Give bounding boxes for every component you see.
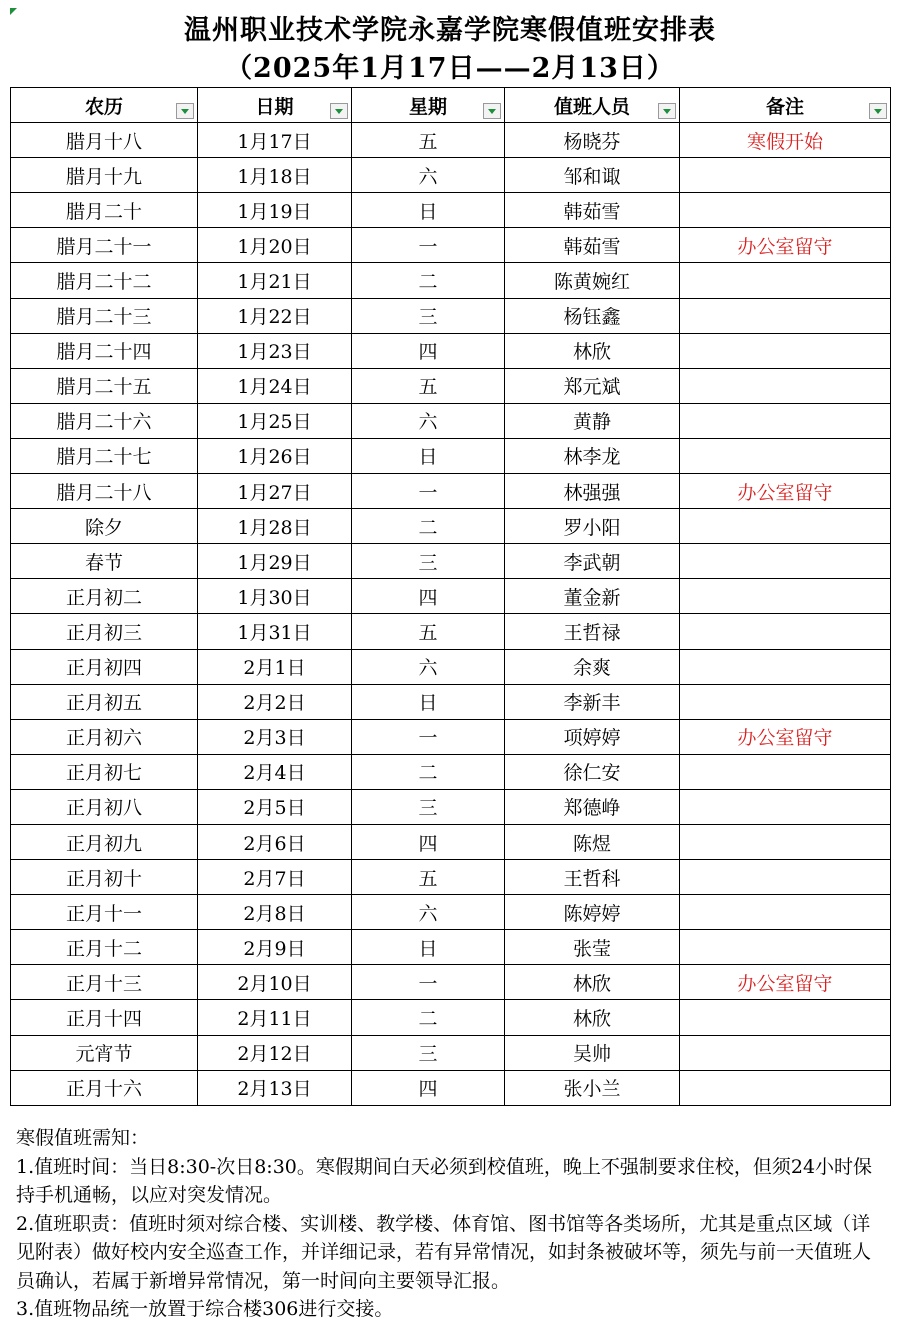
weekday-cell[interactable]: 二 [352,263,505,298]
date-cell[interactable]: 2月11日 [198,1000,352,1035]
weekday-cell[interactable]: 六 [352,895,505,930]
remark-cell[interactable] [680,860,891,895]
weekday-cell[interactable]: 五 [352,123,505,158]
weekday-cell[interactable]: 日 [352,684,505,719]
weekday-cell[interactable]: 五 [352,368,505,403]
lunar-cell[interactable]: 正月十六 [11,1070,198,1105]
table-row [11,333,891,368]
date-cell[interactable]: 2月9日 [198,930,352,965]
date-cell[interactable]: 2月10日 [198,965,352,1000]
date-cell[interactable]: 1月17日 [198,123,352,158]
duty-notes [16,1124,886,1324]
staff-cell[interactable]: 林欣 [505,1000,680,1035]
weekday-cell[interactable]: 一 [352,228,505,263]
staff-cell[interactable]: 李武朝 [505,544,680,579]
remark-cell[interactable] [680,263,891,298]
weekday-cell[interactable]: 五 [352,614,505,649]
remark-cell[interactable]: 寒假开始 [680,123,891,158]
weekday-cell[interactable]: 六 [352,158,505,193]
weekday-cell[interactable]: 六 [352,649,505,684]
table-row [11,965,891,1000]
column-header-label: 农历 [84,95,123,118]
table-row [11,438,891,473]
staff-cell[interactable]: 张小兰 [505,1070,680,1105]
staff-cell[interactable]: 徐仁安 [505,754,680,789]
weekday-cell[interactable]: 三 [352,298,505,333]
table-row [11,298,891,333]
date-cell[interactable]: 2月5日 [198,789,352,824]
filter-dropdown-icon[interactable] [869,103,887,119]
staff-cell[interactable]: 林李龙 [505,438,680,473]
weekday-cell[interactable]: 三 [352,1035,505,1070]
table-row [11,1070,891,1105]
remark-cell[interactable] [680,298,891,333]
weekday-cell[interactable]: 一 [352,965,505,1000]
weekday-cell[interactable]: 四 [352,824,505,859]
date-cell[interactable]: 2月1日 [198,649,352,684]
remark-cell[interactable]: 办公室留守 [680,965,891,1000]
remark-cell[interactable] [680,754,891,789]
remark-cell[interactable] [680,438,891,473]
remark-cell[interactable] [680,333,891,368]
staff-cell[interactable]: 陈婷婷 [505,895,680,930]
remark-cell[interactable] [680,403,891,438]
weekday-cell[interactable]: 四 [352,579,505,614]
weekday-cell[interactable]: 日 [352,193,505,228]
weekday-cell[interactable]: 一 [352,719,505,754]
lunar-cell[interactable]: 腊月十八 [11,123,198,158]
remark-cell[interactable] [680,193,891,228]
staff-cell[interactable]: 张莹 [505,930,680,965]
table-row [11,930,891,965]
table-row [11,789,891,824]
filter-dropdown-icon[interactable] [658,103,676,119]
notes-heading: 寒假值班需知： [16,1127,150,1149]
table-row [11,860,891,895]
staff-cell[interactable]: 项婷婷 [505,719,680,754]
staff-cell[interactable]: 杨晓芬 [505,123,680,158]
remark-cell[interactable] [680,368,891,403]
staff-cell[interactable]: 王哲科 [505,860,680,895]
remark-cell[interactable] [680,614,891,649]
weekday-cell[interactable]: 日 [352,438,505,473]
remark-cell[interactable] [680,684,891,719]
lunar-cell[interactable]: 正月初八 [11,789,198,824]
date-cell[interactable]: 2月7日 [198,860,352,895]
remark-cell[interactable] [680,824,891,859]
staff-cell[interactable]: 陈黄婉红 [505,263,680,298]
lunar-cell[interactable]: 元宵节 [11,1035,198,1070]
table-row [11,754,891,789]
table-row [11,544,891,579]
date-cell[interactable]: 1月22日 [198,298,352,333]
lunar-cell[interactable]: 腊月二十一 [11,228,198,263]
table-row [11,1035,891,1070]
weekday-cell[interactable]: 一 [352,474,505,509]
lunar-cell[interactable]: 正月初十 [11,860,198,895]
lunar-cell[interactable]: 正月十三 [11,965,198,1000]
remark-cell[interactable] [680,1070,891,1105]
table-row [11,719,891,754]
remark-cell[interactable] [680,1000,891,1035]
lunar-cell[interactable]: 腊月十九 [11,158,198,193]
table-header-row [11,88,891,123]
date-cell[interactable]: 1月24日 [198,368,352,403]
lunar-cell[interactable]: 正月初二 [11,579,198,614]
lunar-cell[interactable]: 正月初六 [11,719,198,754]
lunar-cell[interactable]: 腊月二十三 [11,298,198,333]
lunar-cell[interactable]: 正月十一 [11,895,198,930]
remark-cell[interactable] [680,930,891,965]
lunar-cell[interactable]: 腊月二十 [11,193,198,228]
lunar-cell[interactable]: 腊月二十六 [11,403,198,438]
weekday-cell[interactable]: 二 [352,509,505,544]
remark-cell[interactable]: 办公室留守 [680,474,891,509]
table-row [11,684,891,719]
date-cell[interactable]: 2月3日 [198,719,352,754]
weekday-cell[interactable]: 五 [352,860,505,895]
date-cell[interactable]: 1月31日 [198,614,352,649]
table-row [11,123,891,158]
lunar-cell[interactable]: 正月初五 [11,684,198,719]
table-row [11,368,891,403]
date-cell[interactable]: 1月23日 [198,333,352,368]
staff-cell[interactable]: 郑德峥 [505,789,680,824]
date-cell[interactable]: 1月25日 [198,403,352,438]
weekday-cell[interactable]: 三 [352,789,505,824]
lunar-cell[interactable]: 正月十二 [11,930,198,965]
staff-cell[interactable]: 李新丰 [505,684,680,719]
column-header-label: 值班人员 [553,95,630,118]
notes-item: 1.值班时间：当日8:30-次日8:30。寒假期间白天必须到校值班，晚上不强制要求住校，但须24小时保持手机通畅，以应对突发情况。 [16,1155,873,1206]
date-cell[interactable]: 1月26日 [198,438,352,473]
staff-cell[interactable]: 余爽 [505,649,680,684]
staff-cell[interactable]: 韩茹雪 [505,228,680,263]
table-row [11,263,891,298]
date-cell[interactable]: 1月29日 [198,544,352,579]
remark-cell[interactable]: 办公室留守 [680,228,891,263]
staff-cell[interactable]: 黄静 [505,403,680,438]
date-cell[interactable]: 2月4日 [198,754,352,789]
staff-cell[interactable]: 邹和诹 [505,158,680,193]
filter-dropdown-icon[interactable] [176,103,194,119]
lunar-cell[interactable]: 腊月二十七 [11,438,198,473]
date-cell[interactable]: 2月8日 [198,895,352,930]
table-row [11,228,891,263]
page-subtitle: （2025年1月17日——2月13日） [225,53,675,84]
notes-item: 2.值班职责：值班时须对综合楼、实训楼、教学楼、体育馆、图书馆等各类场所，尤其是重点区域（详见附表）做好校内安全巡查工作，并详细记录，若有异常情况，如封条被破坏等，须先与前一天值班人员确认，若属于新增异常情况，第一时间向主要领导汇报。 [16,1212,872,1292]
remark-cell[interactable] [680,579,891,614]
staff-cell[interactable]: 王哲禄 [505,614,680,649]
column-header-staff [505,88,680,123]
remark-cell[interactable]: 办公室留守 [680,719,891,754]
date-cell[interactable]: 1月20日 [198,228,352,263]
table-row [11,579,891,614]
lunar-cell[interactable]: 腊月二十八 [11,474,198,509]
table-row [11,895,891,930]
staff-cell[interactable]: 林欣 [505,333,680,368]
date-cell[interactable]: 1月21日 [198,263,352,298]
remark-cell[interactable] [680,509,891,544]
weekday-cell[interactable]: 六 [352,403,505,438]
table-row [11,509,891,544]
staff-cell[interactable]: 吴帅 [505,1035,680,1070]
remark-cell[interactable] [680,158,891,193]
lunar-cell[interactable]: 正月初三 [11,614,198,649]
remark-cell[interactable] [680,649,891,684]
weekday-cell[interactable]: 四 [352,333,505,368]
column-header-label: 日期 [255,95,294,118]
lunar-cell[interactable]: 正月初九 [11,824,198,859]
lunar-cell[interactable]: 正月十四 [11,1000,198,1035]
date-cell[interactable]: 1月18日 [198,158,352,193]
notes-item: 3.值班物品统一放置于综合楼306进行交接。 [16,1298,394,1320]
lunar-cell[interactable]: 正月初七 [11,754,198,789]
date-cell[interactable]: 2月2日 [198,684,352,719]
table-row [11,403,891,438]
filter-dropdown-icon[interactable] [483,103,501,119]
column-header-date [198,88,352,123]
column-header-weekday [352,88,505,123]
remark-cell[interactable] [680,789,891,824]
weekday-cell[interactable]: 三 [352,544,505,579]
remark-cell[interactable] [680,895,891,930]
remark-cell[interactable] [680,1035,891,1070]
weekday-cell[interactable]: 四 [352,1070,505,1105]
lunar-cell[interactable]: 腊月二十二 [11,263,198,298]
date-cell[interactable]: 1月19日 [198,193,352,228]
weekday-cell[interactable]: 二 [352,1000,505,1035]
lunar-cell[interactable]: 腊月二十四 [11,333,198,368]
weekday-cell[interactable]: 二 [352,754,505,789]
weekday-cell[interactable]: 日 [352,930,505,965]
table-row [11,1000,891,1035]
staff-cell[interactable]: 罗小阳 [505,509,680,544]
lunar-cell[interactable]: 腊月二十五 [11,368,198,403]
staff-cell[interactable]: 林欣 [505,965,680,1000]
table-row [11,158,891,193]
lunar-cell[interactable]: 正月初四 [11,649,198,684]
staff-cell[interactable]: 林强强 [505,474,680,509]
duty-schedule-table [10,87,891,1106]
date-cell[interactable]: 2月13日 [198,1070,352,1105]
staff-cell[interactable]: 韩茹雪 [505,193,680,228]
page-title: 温州职业技术学院永嘉学院寒假值班安排表 [184,15,716,46]
lunar-cell[interactable]: 除夕 [11,509,198,544]
table-row [11,649,891,684]
date-cell[interactable]: 2月6日 [198,824,352,859]
table-row [11,824,891,859]
remark-cell[interactable] [680,544,891,579]
table-row [11,614,891,649]
table-body [11,123,891,1106]
date-cell[interactable]: 1月28日 [198,509,352,544]
filter-dropdown-icon[interactable] [330,103,348,119]
lunar-cell[interactable]: 春节 [11,544,198,579]
table-row [11,474,891,509]
column-header-remark [680,88,891,123]
staff-cell[interactable]: 杨钰鑫 [505,298,680,333]
staff-cell[interactable]: 董金新 [505,579,680,614]
date-cell[interactable]: 1月30日 [198,579,352,614]
date-cell[interactable]: 1月27日 [198,474,352,509]
date-cell[interactable]: 2月12日 [198,1035,352,1070]
column-header-label: 备注 [765,95,804,118]
staff-cell[interactable]: 陈煜 [505,824,680,859]
staff-cell[interactable]: 郑元斌 [505,368,680,403]
column-header-label: 星期 [408,95,447,118]
column-header-lunar [11,88,198,123]
table-row [11,193,891,228]
